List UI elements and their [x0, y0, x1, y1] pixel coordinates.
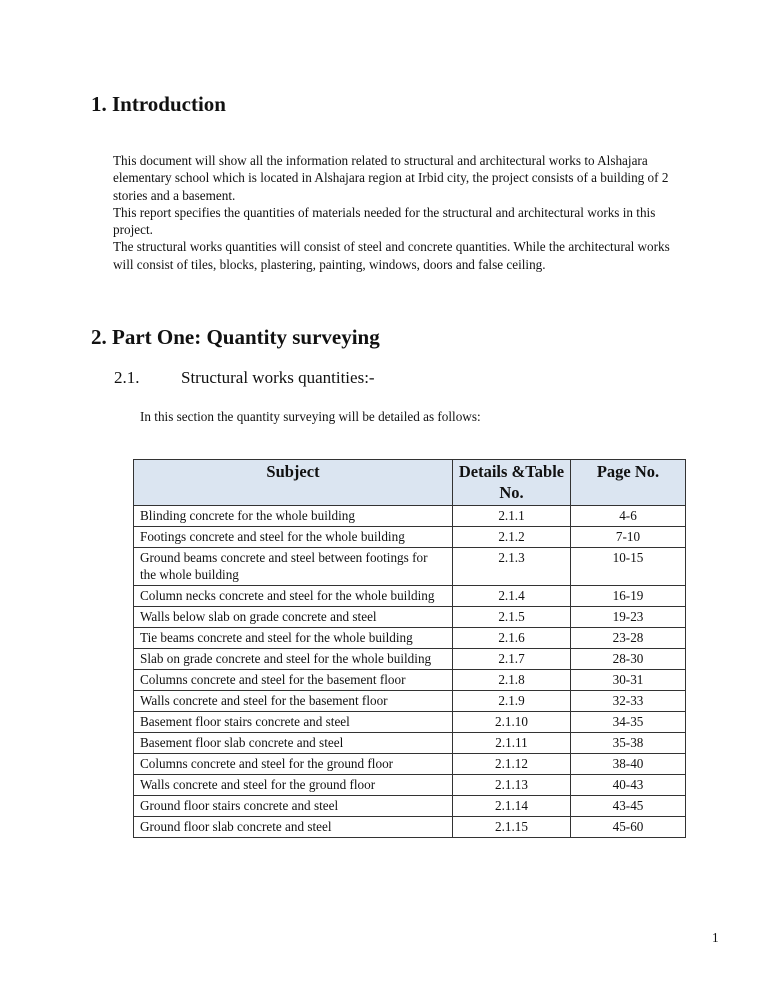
cell-details: 2.1.12 [453, 754, 571, 775]
table-row [134, 775, 686, 796]
cell-subject: Ground floor slab concrete and steel [134, 817, 453, 838]
cell-subject: Blinding concrete for the whole building [134, 506, 453, 527]
cell-page: 7-10 [571, 527, 686, 548]
cell-subject: Footings concrete and steel for the whole building [134, 527, 453, 548]
cell-subject: Slab on grade concrete and steel for the whole building [134, 649, 453, 670]
cell-details: 2.1.13 [453, 775, 571, 796]
table-row [134, 691, 686, 712]
cell-details: 2.1.7 [453, 649, 571, 670]
cell-details: 2.1.14 [453, 796, 571, 817]
cell-details: 2.1.3 [453, 548, 571, 586]
table-row [134, 628, 686, 649]
cell-subject: Walls below slab on grade concrete and steel [134, 607, 453, 628]
section-2-title: 2. Part One: Quantity surveying [91, 325, 380, 349]
table-row [134, 817, 686, 838]
page-number: 1 [712, 930, 719, 945]
cell-page: 16-19 [571, 586, 686, 607]
cell-subject: Walls concrete and steel for the basement floor [134, 691, 453, 712]
introduction-body [113, 152, 673, 273]
table-row [134, 754, 686, 775]
cell-details: 2.1.2 [453, 527, 571, 548]
cell-subject: Columns concrete and steel for the ground floor [134, 754, 453, 775]
intro-paragraph: This report specifies the quantities of materials needed for the structural and architectural works in this project. [113, 204, 656, 238]
cell-subject: Columns concrete and steel for the basement floor [134, 670, 453, 691]
cell-details: 2.1.10 [453, 712, 571, 733]
cell-page: 10-15 [571, 548, 686, 586]
subsection-number: 2.1. [114, 368, 140, 387]
cell-page: 32-33 [571, 691, 686, 712]
quantities-table [133, 459, 686, 838]
table-row [134, 586, 686, 607]
cell-details: 2.1.15 [453, 817, 571, 838]
cell-subject: Column necks concrete and steel for the whole building [134, 586, 453, 607]
header-subject: Subject [134, 460, 453, 506]
cell-page: 43-45 [571, 796, 686, 817]
cell-subject: Tie beams concrete and steel for the whole building [134, 628, 453, 649]
intro-paragraph: The structural works quantities will consist of steel and concrete quantities. While the architectural works will consist of tiles, blocks, plastering, painting, windows, doors and false ceiling. [113, 239, 670, 272]
cell-page: 35-38 [571, 733, 686, 754]
table-row [134, 712, 686, 733]
section-1-title: 1. Introduction [91, 92, 226, 116]
table-row [134, 548, 686, 586]
cell-page: 45-60 [571, 817, 686, 838]
cell-details: 2.1.8 [453, 670, 571, 691]
cell-page: 34-35 [571, 712, 686, 733]
table-row [134, 649, 686, 670]
cell-page: 19-23 [571, 607, 686, 628]
cell-subject: Basement floor stairs concrete and steel [134, 712, 453, 733]
table-row [134, 733, 686, 754]
cell-page: 4-6 [571, 506, 686, 527]
header-page: Page No. [571, 460, 686, 506]
table-header-row [134, 460, 686, 506]
cell-details: 2.1.1 [453, 506, 571, 527]
subsection-title: Structural works quantities:- [181, 368, 375, 387]
cell-details: 2.1.4 [453, 586, 571, 607]
table-row [134, 607, 686, 628]
cell-page: 28-30 [571, 649, 686, 670]
header-details: Details &Table No. [453, 460, 571, 506]
cell-page: 40-43 [571, 775, 686, 796]
table-row [134, 670, 686, 691]
cell-page: 38-40 [571, 754, 686, 775]
cell-details: 2.1.11 [453, 733, 571, 754]
section-lead-text: In this section the quantity surveying will be detailed as follows: [140, 409, 481, 424]
cell-page: 23-28 [571, 628, 686, 649]
table-row [134, 796, 686, 817]
cell-subject: Walls concrete and steel for the ground floor [134, 775, 453, 796]
intro-paragraph: This document will show all the information related to structural and architectural works to Alshajara elementary school which is located in Alshajara region at Irbid city, the project consists of a building of 2 stories and a basement. [113, 153, 669, 203]
cell-details: 2.1.5 [453, 607, 571, 628]
cell-details: 2.1.9 [453, 691, 571, 712]
table-row [134, 527, 686, 548]
cell-subject: Basement floor slab concrete and steel [134, 733, 453, 754]
cell-page: 30-31 [571, 670, 686, 691]
cell-details: 2.1.6 [453, 628, 571, 649]
cell-subject: Ground beams concrete and steel between footings for the whole building [134, 548, 453, 586]
table-row [134, 506, 686, 527]
cell-subject: Ground floor stairs concrete and steel [134, 796, 453, 817]
